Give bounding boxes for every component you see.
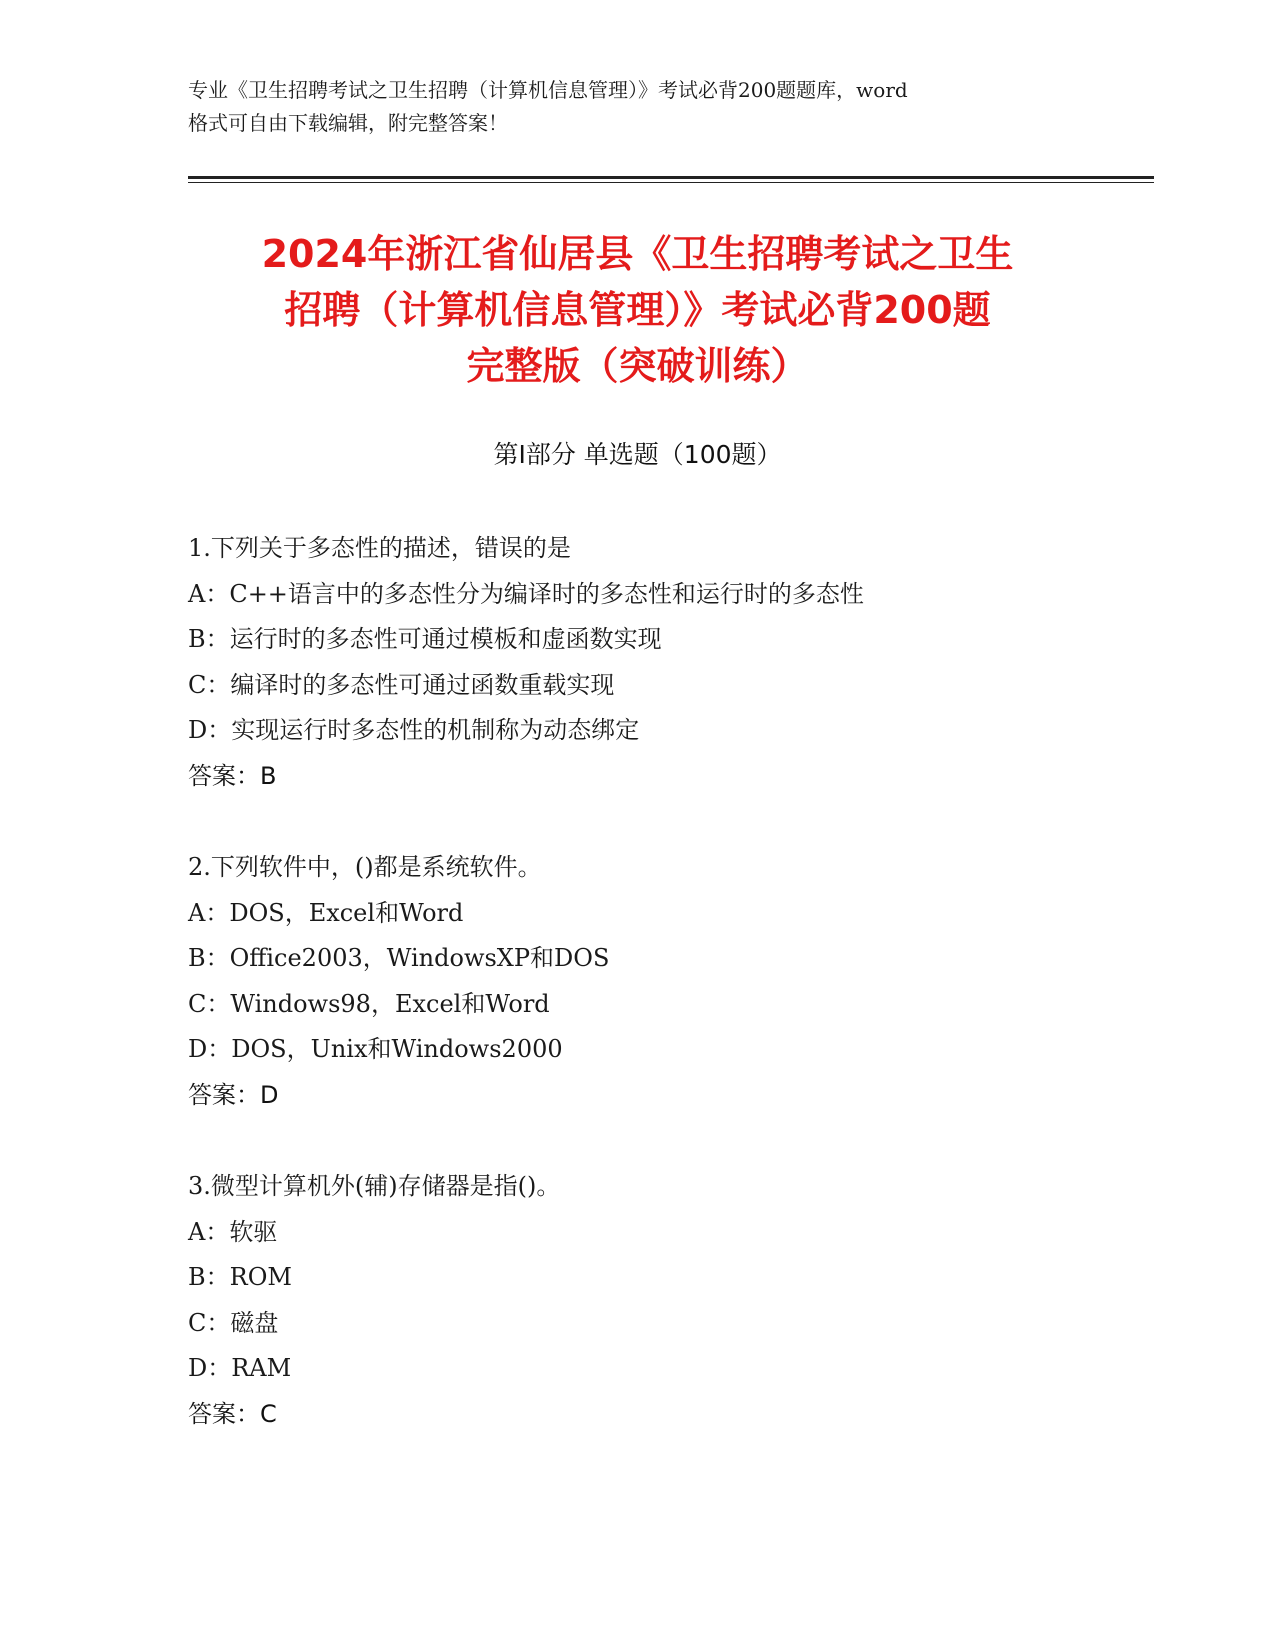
question-stem: 2.下列软件中，()都是系统软件。 (188, 853, 542, 881)
option-d: D：实现运行时多态性的机制称为动态绑定 (188, 716, 640, 744)
answer: 答案：B (188, 761, 277, 790)
section-title: 第Ⅰ部分 单选题（100题） (493, 440, 782, 469)
header-divider-thick (188, 176, 1154, 179)
answer: 答案：D (188, 1080, 279, 1109)
question-2 (188, 845, 1168, 1118)
answer: 答案：C (188, 1399, 277, 1428)
question-stem: 1.下列关于多态性的描述，错误的是 (188, 534, 571, 562)
option-a: A：软驱 (188, 1217, 278, 1246)
option-d: D：DOS，Unix和Windows2000 (188, 1035, 563, 1063)
option-b: B：运行时的多态性可通过模板和虚函数实现 (188, 625, 662, 653)
question-list (188, 526, 1168, 1483)
header-note-line-1: 专业《卫生招聘考试之卫生招聘（计算机信息管理）》考试必背200题题库，word (188, 78, 908, 102)
option-b: B：Office2003，WindowsXP和DOS (188, 944, 610, 972)
document-title-line-2: 招聘（计算机信息管理）》考试必背200题 (284, 288, 991, 332)
document-title-line-3: 完整版（突破训练） (466, 344, 809, 388)
header-note-line-2: 格式可自由下载编辑，附完整答案！ (188, 111, 508, 135)
document-title (150, 226, 1125, 394)
header-divider-thin (188, 182, 1154, 183)
question-stem: 3.微型计算机外(辅)存储器是指()。 (188, 1172, 561, 1200)
question-3 (188, 1164, 1168, 1437)
option-d: D：RAM (188, 1354, 292, 1382)
option-b: B：ROM (188, 1263, 292, 1291)
option-a: A：C++语言中的多态性分为编译时的多态性和运行时的多态性 (188, 579, 864, 608)
option-a: A：DOS，Excel和Word (188, 898, 464, 927)
question-1 (188, 526, 1168, 799)
document-title-line-1: 2024年浙江省仙居县《卫生招聘考试之卫生 (261, 232, 1014, 276)
option-c: C：磁盘 (188, 1308, 279, 1337)
option-c: C：编译时的多态性可通过函数重载实现 (188, 670, 615, 699)
option-c: C：Windows98，Excel和Word (188, 989, 550, 1018)
header-note (188, 74, 1088, 140)
